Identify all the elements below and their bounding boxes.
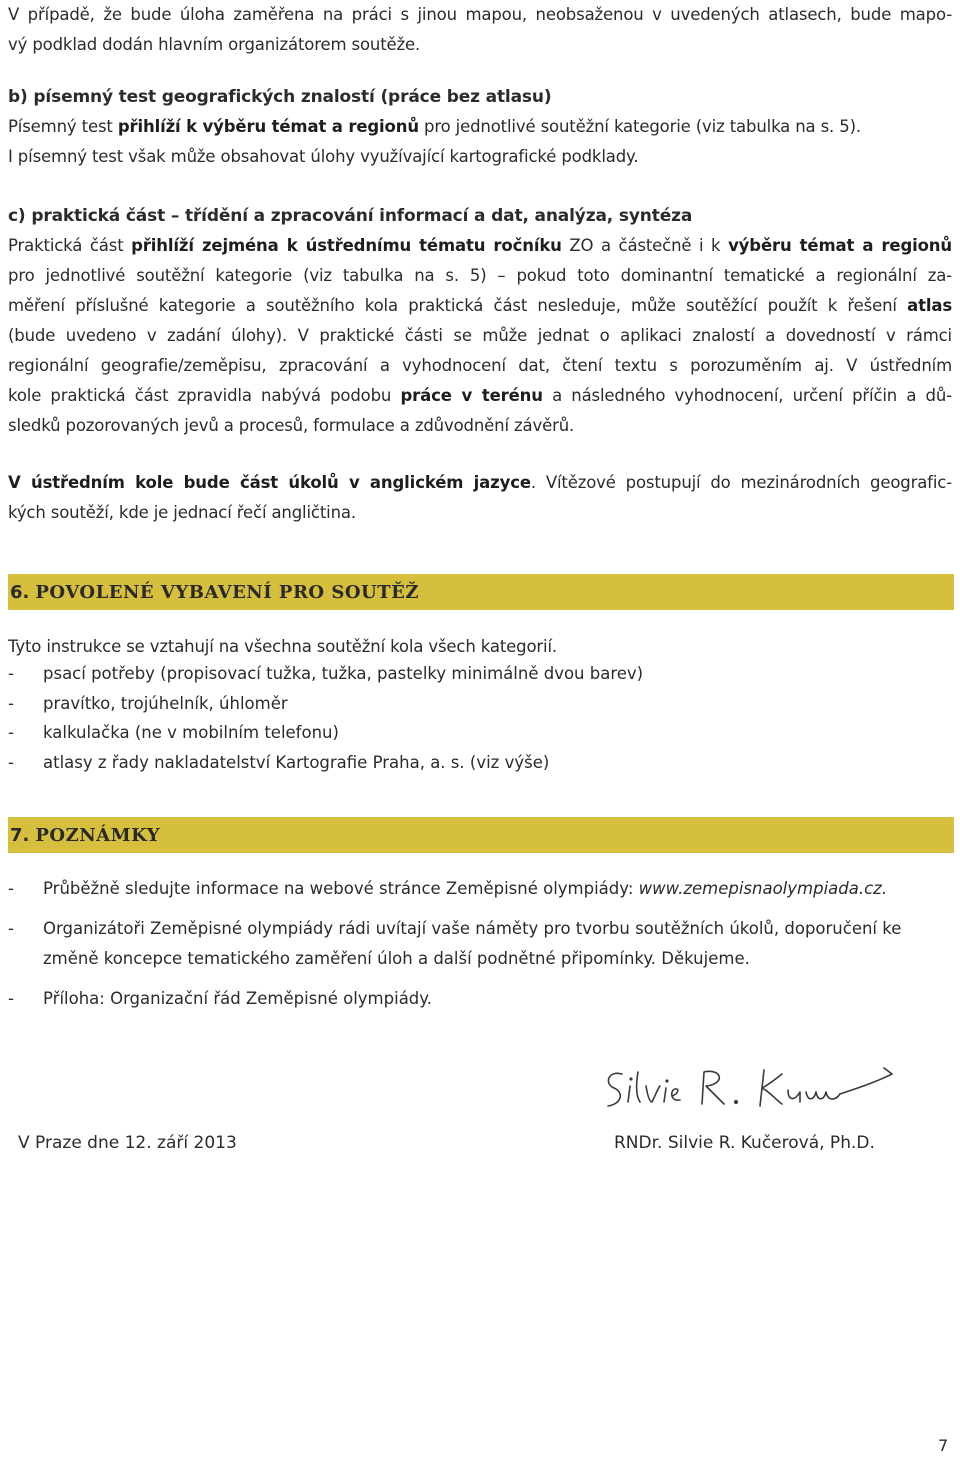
section-6-header	[8, 574, 954, 610]
part-c-text-a: Praktická část	[8, 236, 132, 255]
part-c-line-4: (bude uvedeno v zadání úlohy). V praktické části se může jednat o aplikaci znalostí a dovedností v rámci	[8, 326, 952, 345]
signature-image	[600, 1062, 900, 1120]
english-line-1	[8, 468, 952, 498]
place-date: V Praze dne 12. září 2013	[18, 1133, 237, 1153]
website-link[interactable]: www.zemepisnaolympiada.cz.	[638, 879, 888, 898]
list-dash: -	[8, 879, 14, 898]
list-dash: -	[8, 989, 14, 1008]
part-c-line-1	[8, 231, 952, 261]
part-c-text-l3: měření příslušné kategorie a soutěžního kola praktická část nesleduje, může soutěžící použít k řešení	[8, 296, 908, 315]
list-dash: -	[8, 694, 14, 713]
note-text: Průběžně sledujte informace na webové stránce Zeměpisné olympiády:	[43, 879, 639, 898]
part-b-heading: b) písemný test geografických znalostí (práce bez atlasu)	[8, 87, 552, 107]
section-7-header	[8, 817, 954, 853]
list-dash: -	[8, 723, 14, 742]
part-b-emphasis: přihlíží k výběru témat a regionů	[117, 117, 419, 136]
part-b-text-a: Písemný test	[8, 117, 118, 136]
english-text: . Vítězové postupují do mezinárodních geografic-	[530, 473, 952, 492]
part-c-text-l6a: kole praktická část zpravidla nabývá podobu	[8, 386, 401, 405]
section-7-title: POZNÁMKY	[35, 824, 161, 846]
part-c-line-6	[8, 381, 952, 411]
part-c-emphasis-terrain: práce v terénu	[400, 386, 543, 405]
part-c-line-2: pro jednotlivé soutěžní kategorie (viz tabulka na s. 5) – pokud toto dominantní tematické a regionální za-	[8, 266, 952, 285]
list-item-text: pravítko, trojúhelník, úhloměr	[43, 694, 288, 713]
section-6-title: POVOLENÉ VYBAVENÍ PRO SOUTĚŽ	[35, 581, 419, 603]
english-emphasis: V ústředním kole bude část úkolů v anglickém jazyce	[8, 473, 531, 492]
intro-line-2: vý podklad dodán hlavním organizátorem soutěže.	[8, 35, 421, 54]
part-c-text-c: ZO a částečně i k	[561, 236, 729, 255]
part-b-line-2: I písemný test však může obsahovat úlohy využívající kartografické podklady.	[8, 147, 639, 166]
part-c-line-5: regionální geografie/zeměpisu, zpracování a vyhodnocení dat, čtení textu s porozuměním aj. V ústředním	[8, 356, 952, 375]
list-item-text: změně koncepce tematického zaměření úloh a další podnětné připomínky. Děkujeme.	[43, 949, 750, 968]
part-b-text-c: pro jednotlivé soutěžní kategorie (viz tabulka na s. 5).	[418, 117, 861, 136]
list-item-text: Příloha: Organizační řád Zeměpisné olympiády.	[43, 989, 432, 1008]
part-c-heading: c) praktická část – třídění a zpracování informací a dat, analýza, syntéza	[8, 206, 693, 226]
list-dash: -	[8, 919, 14, 938]
part-c-emphasis-2: výběru témat a regionů	[728, 236, 952, 255]
list-item-text: Organizátoři Zeměpisné olympiády rádi uvítají vaše náměty pro tvorbu soutěžních úkolů, doporučení ke	[43, 919, 902, 938]
list-item-text: kalkulačka (ne v mobilním telefonu)	[43, 723, 339, 742]
part-c-text-l6c: a následného vyhodnocení, určení příčin a dů-	[542, 386, 952, 405]
english-line-2: kých soutěží, kde je jednací řečí angličtina.	[8, 503, 356, 522]
part-c-emphasis-atlas: atlas	[907, 296, 952, 315]
section-6-intro: Tyto instrukce se vztahují na všechna soutěžní kola všech kategorií.	[8, 637, 558, 656]
section-6-number: 6.	[10, 581, 30, 603]
part-c-emphasis-1: přihlíží zejména k ústřednímu tématu ročníku	[131, 236, 562, 255]
page-number: 7	[938, 1436, 949, 1455]
part-b-line-1	[8, 112, 952, 142]
list-item-text: psací potřeby (propisovací tužka, tužka, pastelky minimálně dvou barev)	[43, 664, 644, 683]
part-c-line-3	[8, 291, 952, 321]
list-item-text: atlasy z řady nakladatelství Kartografie Praha, a. s. (viz výše)	[43, 753, 550, 772]
list-item-text	[43, 874, 887, 904]
intro-line-1: V případě, že bude úloha zaměřena na práci s jinou mapou, neobsaženou v uvedených atlasech, bude mapo-	[8, 5, 952, 24]
list-dash: -	[8, 664, 14, 683]
list-dash: -	[8, 753, 14, 772]
signatory-name: RNDr. Silvie R. Kučerová, Ph.D.	[614, 1133, 875, 1153]
section-7-number: 7.	[10, 824, 30, 846]
part-c-line-7: sledků pozorovaných jevů a procesů, formulace a zdůvodnění závěrů.	[8, 416, 575, 435]
